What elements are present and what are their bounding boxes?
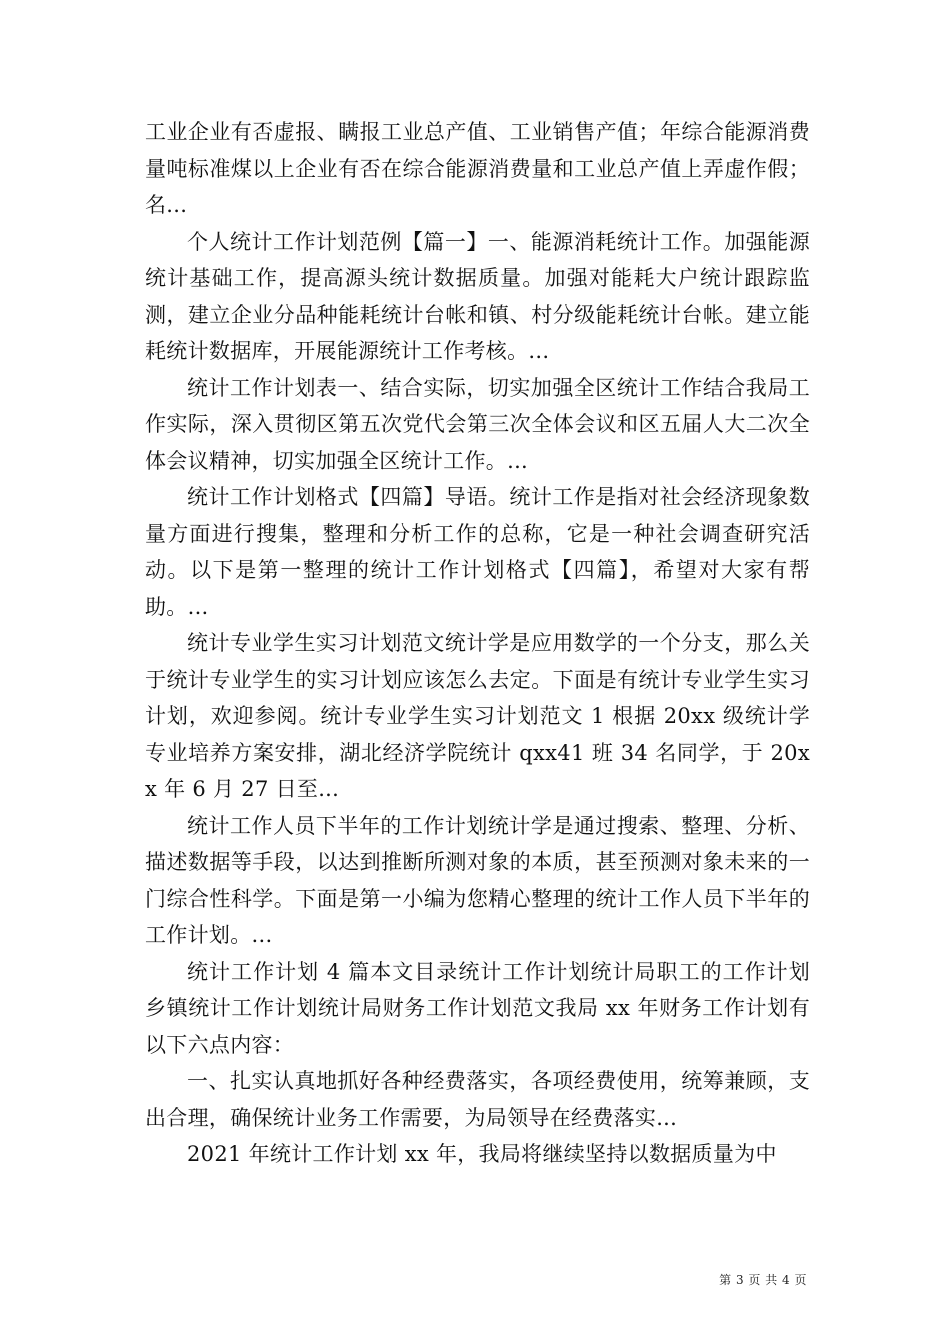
document-body xyxy=(145,114,810,1173)
paragraph-personal-plan: 个人统计工作计划范例【篇一】一、能源消耗统计工作。加强能源统计基础工作，提高源头统计数据质量。加强对能耗大户统计跟踪监测，建立企业分品种能耗统计台帐和镇、村分级能耗统计台帐。建立能耗统计数据库，开展能源统计工作考核。... xyxy=(145,229,810,363)
paragraph-plan-table: 统计工作计划表一、结合实际，切实加强全区统计工作结合我局工作实际，深入贯彻区第五次党代会第三次全体会议和区五届人大二次全体会议精神，切实加强全区统计工作。... xyxy=(145,375,810,473)
paragraph-internship-plan: 统计专业学生实习计划范文统计学是应用数学的一个分支，那么关于统计专业学生的实习计划应该怎么去定。下面是有统计专业学生实习计划，欢迎参阅。统计专业学生实习计划范文 1 根据 20xx 级统计学专业培养方案安排，湖北经济学院统计 qxx41 班 34 名同学，于 20xx 年 6 月 27 日至... xyxy=(145,631,810,801)
paragraph-four-plans: 统计工作计划 4 篇本文目录统计工作计划统计局职工的工作计划乡镇统计工作计划统计局财务工作计划范文我局 xx 年财务工作计划有以下六点内容： xyxy=(145,959,810,1057)
paragraph-plan-format: 统计工作计划格式【四篇】导语。统计工作是指对社会经济现象数量方面进行搜集，整理和分析工作的总称，它是一种社会调查研究活动。以下是第一整理的统计工作计划格式【四篇】，希望对大家有帮助。... xyxy=(145,485,810,619)
paragraph-half-year-plan: 统计工作人员下半年的工作计划统计学是通过搜索、整理、分析、描述数据等手段，以达到推断所测对象的本质，甚至预测对象未来的一门综合性科学。下面是第一小编为您精心整理的统计工作人员下半年的工作计划。... xyxy=(145,813,810,947)
page-number: 第 3 页 共 4 页 xyxy=(719,1273,807,1287)
paragraph-continuation: 工业企业有否虚报、瞒报工业总产值、工业销售产值；年综合能源消费量吨标准煤以上企业有否在综合能源消费量和工业总产值上弄虚作假；名... xyxy=(145,120,810,217)
paragraph-2021-plan: 2021 年统计工作计划 xx 年，我局将继续坚持以数据质量为中 xyxy=(187,1142,777,1166)
paragraph-funding-item: 一、扎实认真地抓好各种经费落实，各项经费使用，统筹兼顾，支出合理，确保统计业务工作需要，为局领导在经费落实... xyxy=(145,1069,810,1130)
